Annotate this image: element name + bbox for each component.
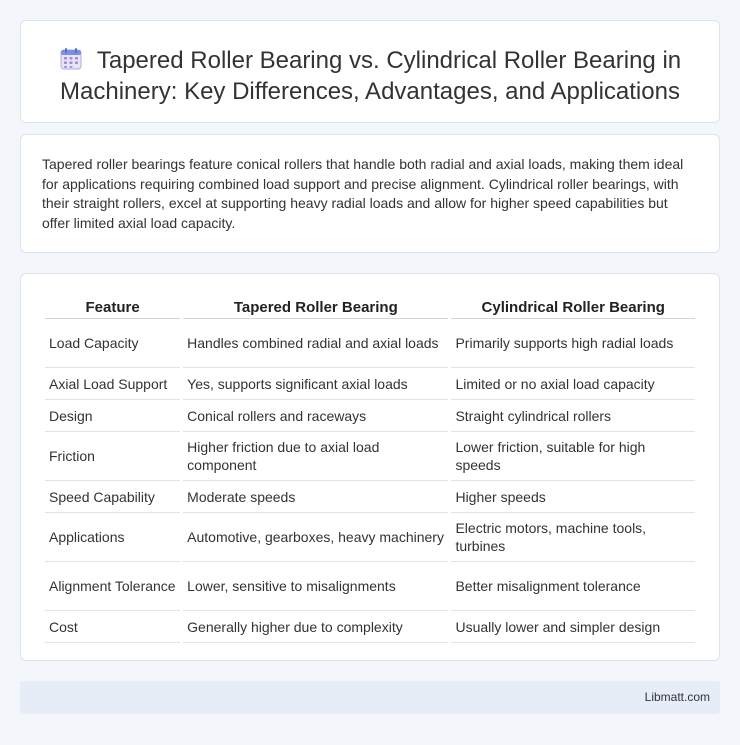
- feature-cell: Applications: [45, 513, 180, 562]
- tapered-cell: Moderate speeds: [183, 481, 448, 513]
- comparison-table-card: [20, 273, 720, 661]
- feature-cell: Alignment Tolerance: [45, 562, 180, 611]
- column-header-feature: Feature: [45, 297, 180, 319]
- column-header-cylindrical: Cylindrical Roller Bearing: [451, 297, 695, 319]
- footer: [20, 681, 720, 714]
- feature-cell: Design: [45, 400, 180, 432]
- feature-cell: Cost: [45, 611, 180, 643]
- calendar-icon: [59, 47, 83, 71]
- tapered-cell: Higher friction due to axial load component: [183, 432, 448, 481]
- summary-text: Tapered roller bearings feature conical rollers that handle both radial and axial loads, making them ideal for applications requiring combined load support and precise alignment. Cylindrical roller bearings, with their straight rollers, excel at supporting heavy radial loads and allow for higher speed capabilities but offer limited axial load capacity.: [42, 156, 684, 231]
- table-row: [45, 368, 695, 400]
- table-row: [45, 481, 695, 513]
- summary-card: [20, 134, 720, 253]
- feature-cell: Speed Capability: [45, 481, 180, 513]
- cylindrical-cell: Higher speeds: [451, 481, 695, 513]
- table-row: [45, 562, 695, 611]
- cylindrical-cell: Primarily supports high radial loads: [451, 319, 695, 368]
- tapered-cell: Handles combined radial and axial loads: [183, 319, 448, 368]
- table-row: [45, 611, 695, 643]
- comparison-table: [42, 297, 698, 643]
- table-row: [45, 319, 695, 368]
- tapered-cell: Lower, sensitive to misalignments: [183, 562, 448, 611]
- cylindrical-cell: Better misalignment tolerance: [451, 562, 695, 611]
- tapered-cell: Yes, supports significant axial loads: [183, 368, 448, 400]
- cylindrical-cell: Electric motors, machine tools, turbines: [451, 513, 695, 562]
- table-header-row: [45, 297, 695, 319]
- page-title: [21, 45, 719, 107]
- column-header-tapered: Tapered Roller Bearing: [183, 297, 448, 319]
- table-row: [45, 432, 695, 481]
- feature-cell: Friction: [45, 432, 180, 481]
- table-row: [45, 513, 695, 562]
- tapered-cell: Automotive, gearboxes, heavy machinery: [183, 513, 448, 562]
- feature-cell: Load Capacity: [45, 319, 180, 368]
- tapered-cell: Conical rollers and raceways: [183, 400, 448, 432]
- cylindrical-cell: Lower friction, suitable for high speeds: [451, 432, 695, 481]
- cylindrical-cell: Limited or no axial load capacity: [451, 368, 695, 400]
- table-row: [45, 400, 695, 432]
- page-title-text: Tapered Roller Bearing vs. Cylindrical Roller Bearing in Machinery: Key Differences, Advantages, and Applications: [60, 47, 682, 105]
- cylindrical-cell: Usually lower and simpler design: [451, 611, 695, 643]
- tapered-cell: Generally higher due to complexity: [183, 611, 448, 643]
- title-card: [20, 20, 720, 123]
- feature-cell: Axial Load Support: [45, 368, 180, 400]
- footer-brand-link[interactable]: Libmatt.com: [644, 690, 710, 704]
- cylindrical-cell: Straight cylindrical rollers: [451, 400, 695, 432]
